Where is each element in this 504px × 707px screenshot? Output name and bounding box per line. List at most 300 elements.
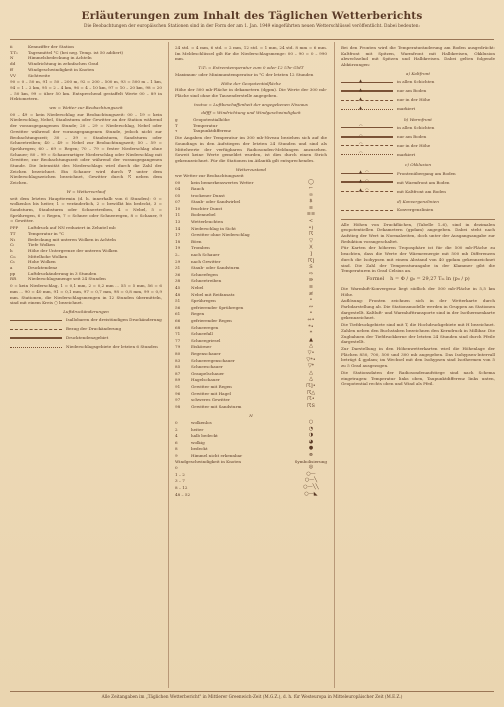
weather-text: bedeckt bbox=[191, 446, 208, 452]
weather-symbol-icon: )( bbox=[309, 244, 313, 251]
weather-symbol-icon: ⌐ bbox=[308, 185, 314, 192]
weather-row bbox=[175, 390, 327, 397]
weather-text: gefrierender Sprühregen bbox=[191, 304, 244, 310]
symbol-text: Kennziffer der Station bbox=[28, 44, 74, 49]
weather-text: Schneegriesel bbox=[191, 337, 221, 343]
weather-symbol-icon: ☈] bbox=[307, 257, 315, 264]
weather-code: 8 – 12 bbox=[175, 485, 188, 491]
front-text: nur in der Höhe bbox=[397, 142, 431, 148]
symbol-code: pp bbox=[10, 270, 16, 276]
upper-air-row bbox=[175, 128, 327, 134]
weather-text: Nebel mit Reifansatz bbox=[191, 291, 235, 297]
weather-code: 89 bbox=[175, 377, 181, 383]
weather-code: 18 bbox=[175, 238, 181, 244]
weather-symbol-icon: △ bbox=[309, 343, 313, 350]
front-text: mit Warmfront am Boden bbox=[397, 179, 450, 185]
weather-symbol-icon: ∾ bbox=[308, 303, 314, 310]
weather-text: Nebel bbox=[191, 285, 204, 290]
weather-code: 29 bbox=[175, 258, 181, 264]
weather-text: gefrierender Regen bbox=[191, 317, 232, 323]
weather-row bbox=[175, 370, 327, 377]
weather-symbol-icon: ○ bbox=[308, 418, 314, 425]
front-symbol-icon: ▲ bbox=[359, 104, 366, 110]
column-symbols bbox=[175, 44, 327, 498]
legend-line bbox=[10, 329, 62, 330]
weather-code: 6 bbox=[175, 439, 178, 445]
weather-code: 04 bbox=[175, 186, 181, 192]
weather-code: 05 bbox=[175, 192, 181, 198]
weather-symbol-icon: ○— bbox=[306, 470, 316, 477]
front-symbol-icon: ▲ bbox=[359, 95, 366, 101]
front-text: nur am Boden bbox=[397, 88, 427, 94]
legend-text: Isallobaren der dreistündigen Druckänderung bbox=[66, 317, 162, 323]
weather-symbol-icon: ⊗ bbox=[308, 451, 314, 458]
weather-code: 9 bbox=[175, 452, 178, 458]
front-text: in allen Schichten bbox=[397, 124, 435, 130]
weather-code: 68 bbox=[175, 324, 181, 330]
weather-code: 4 bbox=[175, 433, 178, 439]
weather-text: Hagelschauer bbox=[191, 377, 220, 383]
wind-group-heading: ddfff = Windrichtung und Windgeschwindigkeit bbox=[201, 110, 301, 116]
weather-symbol-icon: ◕ bbox=[308, 438, 314, 445]
weather-symbol-icon: ⇛ bbox=[308, 277, 314, 284]
front-text: markiert bbox=[397, 106, 416, 112]
weather-code: 07 bbox=[175, 199, 181, 205]
front-text: Frontenübergang am Boden bbox=[397, 170, 456, 176]
legend-text: Niederschlagsgebiete der letzten 6 Stunden bbox=[66, 344, 158, 350]
weather-symbol-icon: ⇨ bbox=[308, 270, 314, 277]
weather-row bbox=[175, 199, 327, 206]
weather-text: Gewitter mit Hagel bbox=[191, 390, 231, 396]
weather-code: 14 bbox=[175, 225, 181, 231]
weather-symbol-icon: ▽• bbox=[307, 349, 315, 356]
front-row bbox=[341, 123, 495, 132]
weather-symbol-icon: ▽* bbox=[307, 363, 315, 370]
weather-symbol-icon: ☈△ bbox=[306, 389, 316, 396]
weather-text: Regen bbox=[191, 311, 205, 317]
weather-symbol-icon: ◔ bbox=[308, 425, 314, 432]
front-symbol-icon: ▲ bbox=[359, 87, 366, 93]
upper-air-list bbox=[175, 117, 327, 134]
weather-symbol-icon: ≢ bbox=[308, 290, 314, 297]
legend-line bbox=[10, 320, 62, 321]
weather-text: Niederschlag in Sicht bbox=[191, 225, 236, 231]
wind-speed-heading: Windgeschwindigkeit in Knoten Symbolisierung bbox=[175, 459, 327, 465]
symbol-text: Taupunktdifferenz bbox=[193, 128, 231, 134]
front-line bbox=[341, 77, 393, 83]
cloud-cover-row bbox=[175, 433, 327, 440]
symbol-code: TT bbox=[10, 230, 16, 236]
pressure-legend-row bbox=[10, 334, 162, 343]
weather-row bbox=[175, 383, 327, 390]
cloud-cover-row bbox=[175, 453, 327, 460]
weather-row bbox=[175, 258, 327, 265]
weather-code: 31 bbox=[175, 265, 181, 271]
cloud-cover-row bbox=[175, 439, 327, 446]
weather-code: 13 bbox=[175, 219, 181, 225]
upper-maps-paragraph: Zur Darstellung in den Höhenwetterkarten wird die Höhenlage der Flächen 850, 700, 500 und 300 mb angegeben. Das Isohypsen-Intervall beträgt 4 gpdam; im Wechsel mit den Isohypsen sind Isothermen von 5 zu 5 Grad ausgezogen. bbox=[341, 345, 495, 369]
bottom-rule bbox=[10, 691, 494, 692]
weather-symbol-icon: • bbox=[309, 310, 313, 317]
cloud-cover-row bbox=[175, 420, 327, 427]
front-symbol-icon: ▲◠ bbox=[359, 186, 372, 192]
weather-symbol-icon: ☈]• bbox=[306, 382, 316, 389]
front-row bbox=[341, 187, 495, 196]
weather-row bbox=[175, 331, 327, 338]
formula: h = Φ / g₀ = 29,27 Tₘ ln (p₀ / p) bbox=[390, 276, 470, 283]
symbol-code: ff bbox=[10, 66, 13, 72]
front-row bbox=[341, 169, 495, 178]
W-heading: W = Wetterverlauf bbox=[66, 188, 106, 194]
front-row bbox=[341, 141, 495, 150]
front-symbol-icon: ▲ bbox=[359, 77, 366, 83]
weather-text: heiter bbox=[191, 426, 204, 432]
symbol-code: h bbox=[10, 247, 13, 253]
cloud-cover-row bbox=[175, 446, 327, 453]
convergence-heading: d) Konvergenzlinien bbox=[397, 198, 439, 204]
symbol-code: a bbox=[10, 265, 13, 271]
weather-text: Gewitter ohne Niederschlag bbox=[191, 232, 250, 238]
weather-code: 3 – 7 bbox=[175, 478, 185, 484]
pressure-legend bbox=[10, 316, 162, 352]
weather-symbol-icon: ∞ bbox=[308, 191, 314, 198]
weather-text: Himmel nicht erkennbar bbox=[191, 452, 243, 458]
column-divider-left bbox=[168, 42, 169, 688]
top-rule bbox=[10, 39, 494, 40]
symbol-text: Windrichtung in zehnfachen Grad bbox=[28, 61, 99, 67]
symbol-text: Temperatur bbox=[193, 122, 218, 128]
weather-code: 56 bbox=[175, 304, 181, 310]
weather-row bbox=[175, 285, 327, 292]
weather-code: 79 bbox=[175, 344, 181, 350]
front-row bbox=[341, 105, 495, 114]
front-row bbox=[341, 132, 495, 141]
weather-code: 98 bbox=[175, 403, 181, 409]
weather-symbol-icon: S bbox=[309, 264, 313, 271]
symbol-code: Nₕ bbox=[10, 236, 16, 242]
weather-code: 00 bbox=[175, 179, 181, 185]
weather-code: 36 bbox=[175, 271, 181, 277]
weather-text: Schneefegen bbox=[191, 271, 218, 277]
weather-code: 8 bbox=[175, 446, 178, 452]
weather-text: schweres Gewitter bbox=[191, 397, 230, 403]
weather-row bbox=[175, 278, 327, 285]
weather-symbol-icon: < bbox=[308, 218, 314, 225]
cloud-cover-table bbox=[175, 420, 327, 460]
symbol-text: Hohe Wolken bbox=[28, 259, 56, 265]
weather-symbol-table bbox=[175, 179, 327, 410]
weather-symbol-icon: ○—◣ bbox=[304, 490, 318, 497]
page-title: Erläuterungen zum Inhalt des Täglichen Wetterberichts bbox=[81, 10, 423, 22]
weather-text: feuchter Dunst bbox=[191, 205, 223, 211]
weather-symbol-icon: ▲ bbox=[309, 336, 313, 343]
weather-code: 0 bbox=[175, 465, 178, 471]
weather-row bbox=[175, 364, 327, 371]
symbol-list-2 bbox=[10, 225, 162, 282]
weather-code: 17 bbox=[175, 232, 181, 238]
weather-text: Rauch bbox=[191, 186, 205, 192]
symbol-row bbox=[10, 73, 162, 79]
front-line bbox=[341, 150, 393, 156]
symbol-code: Cₕ bbox=[10, 259, 15, 265]
weather-row bbox=[175, 324, 327, 331]
symbol-code: RR bbox=[10, 276, 17, 282]
weather-text: wolkenlos bbox=[191, 419, 212, 425]
weather-row bbox=[175, 245, 327, 252]
front-symbol-icon: ◠ bbox=[359, 123, 366, 129]
pressure-legend-row bbox=[10, 325, 162, 334]
symbol-text: Höhe der Untergrenze der unteren Wolken bbox=[28, 247, 118, 253]
symbol-text: Geopotentialhöhe bbox=[193, 117, 230, 123]
wind-speed-row bbox=[175, 465, 327, 472]
formula-label: Formel bbox=[366, 276, 385, 283]
symbol-text: Tagesmittel °C (bei neg. Temp. ist 50 addiert) bbox=[28, 49, 123, 55]
weather-row bbox=[175, 238, 327, 245]
symbol-text: Mittelhohe Wolken bbox=[28, 253, 68, 259]
weather-text: Regenschauer bbox=[191, 350, 221, 356]
symbol-list bbox=[10, 44, 162, 78]
weather-symbol-icon: *• bbox=[308, 323, 314, 330]
column-divider-right bbox=[334, 42, 335, 688]
cloud-cover-heading: N bbox=[249, 412, 253, 418]
convergence-row: Konvergenzlinien bbox=[341, 206, 495, 215]
weather-text: Gewitter mit Sandsturm bbox=[191, 403, 242, 409]
troposphere-paragraph: Für Karten der höheren Troposphäre ist für die 500 mb-Fläche zu beachten, dass die Werte der Wärmeenergie mit 500 mb Differenzen durch die Isohypsen mit einem Abstand von 40 gpdam gekennzeichnet sind. Die Zahl der Temperaturangabe in der Klammer gibt die Temperaturen in Grad Celsius an. bbox=[341, 245, 495, 274]
weather-symbol-icon: ∾• bbox=[307, 316, 315, 323]
weather-symbol-icon: ○—╲ bbox=[304, 477, 318, 484]
front-line bbox=[341, 178, 393, 184]
weather-row bbox=[175, 377, 327, 384]
formula-row bbox=[341, 275, 495, 285]
weather-symbol-icon: △̣ bbox=[309, 376, 313, 383]
symbol-code: N bbox=[10, 55, 14, 61]
front-line bbox=[341, 104, 393, 110]
weather-row bbox=[175, 179, 327, 186]
front-row bbox=[341, 78, 495, 87]
symbol-code: VV bbox=[10, 72, 16, 78]
symbol-code: T bbox=[175, 122, 178, 128]
weather-text: Schneetreiben bbox=[191, 278, 222, 284]
symbol-code: Cₗ bbox=[10, 242, 15, 248]
front-symbol-icon: ▲◠ bbox=[359, 178, 372, 184]
weather-text: Staub- oder Sandsturm bbox=[191, 265, 240, 271]
weather-text: Schneeregen bbox=[191, 324, 219, 330]
weather-text: Graupelschauer bbox=[191, 370, 225, 376]
upper-air-paragraph: Die Angaben der Temperatur im 300 mb-Niveau beziehen sich auf die Soundings in den Aufstiegen der letzten 24 Stunden und sind als Mittelwerte der verfügbaren Radiosonden-Meldungen anzusehen. Soweit keine Werte gemeldet wurden, ist dies durch einen Strich gekennzeichnet. Für die Stationen im Atlantik gilt entsprechendes. bbox=[175, 135, 327, 163]
weather-text: Staub- oder Sandwirbel bbox=[191, 199, 241, 205]
weather-row bbox=[175, 357, 327, 364]
front-row bbox=[341, 150, 495, 159]
page-subtitle: Die Beobachtungen der europäischen Stationen sind in der Form der am 1. Jan. 1949 eingeführten neuen Wetterschlüssel veröffentlicht. Dabei bedeuten: bbox=[84, 24, 420, 29]
section-rule bbox=[341, 219, 495, 220]
weather-code: 87 bbox=[175, 370, 181, 376]
weather-text: Schneeschauer bbox=[191, 364, 223, 370]
weather-code: 96 bbox=[175, 390, 181, 396]
weather-row bbox=[175, 403, 327, 410]
weather-text: Eiskörner bbox=[191, 344, 212, 350]
weather-code: 48 – 52 bbox=[175, 491, 191, 497]
weather-code: 85 bbox=[175, 364, 181, 370]
weather-text: Sprühregen bbox=[191, 298, 216, 304]
ww-paragraph: 00 – 49 = kein Niederschlag zur Beobachtungszeit: 00 – 19 = kein Niederschlag, Nebel, Staubsturm oder Gewitter an der Station während der vorausgegangenen Stunde; 20 – 29 = Niederschlag, Nebel oder Gewitter während der vorausgegangenen Stunde, jedoch nicht zur Beobachtungszeit; 30 – 39 = Staubsturm, Sandsturm oder Schneetreiben; 40 – 49 = Nebel zur Beobachtungszeit; 50 – 59 = Sprühregen; 60 – 69 = Regen; 70 – 79 = fester Niederschlag ohne Schauer; 80 – 99 = Schauerartiger Niederschlag oder Niederschlag mit Gewitter, zur Beobachtungszeit oder während der vorausgegangenen Stunde. Die Intensität des Niederschlags wird durch die Zahl der Zeichen bezeichnet. Ein Schauer wird durch ∇ unter dem Niederschlagszeichen bezeichnet, Gewitter durch ☈ neben dem Zeichen. bbox=[10, 111, 162, 186]
weather-symbol-icon: ☈S bbox=[307, 402, 315, 409]
symbol-code: dd bbox=[10, 61, 16, 67]
weather-symbol-icon: ◯ bbox=[308, 178, 314, 185]
front-text: in allen Schichten bbox=[397, 79, 435, 85]
weather-code: 2– bbox=[175, 252, 180, 258]
weather-code: 45 bbox=[175, 285, 181, 290]
column-fronts bbox=[341, 44, 495, 388]
legend-line bbox=[10, 337, 62, 339]
cloud-cover-row bbox=[175, 426, 327, 433]
weather-text: Tromben bbox=[191, 245, 210, 251]
resolution-paragraph: Auflösung: Fronten zeichnen sich in der Wetterkarte durch Farbdarstellung ab. Die Stationsmodelle werden in Gruppen an Stationen dargestellt. Kaltluft- und Warmlufttransporte sind in der Isothermenkarte gekennzeichnet. bbox=[341, 298, 495, 321]
legend-text: Bezug der Druckänderung bbox=[66, 326, 122, 332]
weather-symbol-icon: •) bbox=[308, 224, 314, 231]
weather-subheading: ww Wetter zur Beobachtungszeit bbox=[175, 173, 244, 179]
front-text: nur in der Höhe bbox=[397, 97, 431, 103]
symbol-text: Tiefe Wolken bbox=[28, 242, 55, 248]
front-row bbox=[341, 96, 495, 105]
weather-code: 71 bbox=[175, 331, 181, 337]
weather-code: 11 bbox=[175, 212, 181, 218]
heights-paragraph: Alle Höhen von Druckflächen, (Tabelle 1–6), sind in dezimalen geopotentiellen Dekametern (gpdam) angegeben. Dabei steht nach Aufstieg der Wert in Normalzeiten, doch unter der Ausgangsangabe zur Reduktion vorangeschaltet. bbox=[341, 221, 495, 244]
weather-row bbox=[175, 311, 327, 318]
visibility-paragraph: 90 = 0 – 50 m, 91 = 50 – 200 m, 92 = 200 – 500 m, 93 = 500 m – 1 km, 94 = 1 – 2 km, 95 = 2 – 4 km, 96 = 4 – 10 km, 97 = 10 – 20 km, 98 = 20 – 50 km, 99 = über 50 km. Entsprechend gestaffelt Werte 00 – 89 in Hektometern. bbox=[10, 79, 162, 102]
rr-paragraph: 0 = kein Niederschlag, 1 = 0,1 mm, 2 = 0,2 mm ... 55 = 5 mm, 56 = 6 mm ... 90 = 40 mm, 91 = 0,1 mm, 97 = 0,7 mm, 98 = 0,8 mm, 99 = 0,9 mm. Stationen, die Niederschlagsmengen in 12 Stunden übermitteln, sind mit einem Kreis ○ bezeichnet. bbox=[10, 283, 162, 306]
weather-code: 48 bbox=[175, 291, 181, 297]
front-heading: c) Okklusion bbox=[405, 162, 431, 168]
weather-code: 38 bbox=[175, 278, 181, 284]
column-station-code bbox=[10, 44, 162, 352]
symbol-text: Windgeschwindigkeit in Knoten bbox=[28, 66, 95, 72]
convergence-paragraph: Die Warmluft-Konvergenz liegt südlich der 500 mb-Fläche in 5,5 km Höhe. bbox=[341, 285, 495, 297]
weather-symbol-icon: ☈• bbox=[307, 396, 315, 403]
symbol-text: Niederschlagsmenge seit 24 Stunden bbox=[28, 276, 106, 282]
weather-code: 0 bbox=[175, 419, 178, 425]
weather-symbol-icon: ▽ bbox=[309, 237, 313, 244]
weather-code: 97 bbox=[175, 397, 181, 403]
pressure-systems-paragraph: Die Tiefdruckgebiete sind mit T, die Hochdruckgebiete mit H bezeichnet. Zahlen neben den Buchstaben bezeichnen den Kerndruck in Millibar. Die Zugbahnen der Tiefdruckkerne der letzten 24 Stunden sind durch Pfeile dargestellt. bbox=[341, 322, 495, 345]
front-heading: b) Warmfront bbox=[404, 116, 432, 122]
symbol-text: Himmelsbedeckung in Achteln bbox=[28, 55, 92, 61]
weather-code: 19 bbox=[175, 245, 181, 251]
geopotential-text: Höhe der 500 mb-Fläche in dekametern (dgpm). Die Werte der 300 mb-Fläche sind ohne die Tausenderstelle angegeben. bbox=[175, 87, 327, 98]
extreme-temp-text: Maximum- oder Minimumtemperatur in °C der letzten 12 Stunden bbox=[175, 71, 314, 77]
weather-symbol-icon: $ bbox=[309, 198, 313, 205]
front-symbol-icon: ◠ bbox=[359, 132, 366, 138]
symbol-code: Cₘ bbox=[10, 253, 16, 259]
weather-text: nach Gewitter bbox=[191, 258, 221, 264]
front-symbol-icon: ◠ bbox=[359, 150, 366, 156]
symbol-text: Sichtweite bbox=[28, 72, 50, 78]
front-row bbox=[341, 178, 495, 187]
footer-note: Alle Zeitangaben im „Täglichen Wetterbericht" in Mittlerer Greenwich-Zeit (M.G.Z.), d. h. für Westeuropa in Mitteleuropäischer Zeit (M.E.Z.) bbox=[101, 694, 403, 699]
weather-symbol-icon: ] bbox=[310, 251, 312, 258]
weather-text: Schneeregenschauer bbox=[191, 357, 235, 363]
geopotential-heading: Höhe der Geopotentialfläche bbox=[221, 80, 281, 86]
front-row bbox=[341, 87, 495, 96]
front-line bbox=[341, 132, 393, 138]
symbol-code: PPP bbox=[10, 225, 19, 231]
symbol-code: T.Tₓ bbox=[10, 49, 18, 55]
weather-row bbox=[175, 252, 327, 259]
weather-row bbox=[175, 225, 327, 232]
front-legend bbox=[341, 71, 495, 196]
symbol-code: g bbox=[175, 117, 178, 123]
weather-symbol-icon: * bbox=[309, 330, 313, 337]
weather-code: 77 bbox=[175, 337, 181, 343]
wind-speed-table bbox=[175, 465, 327, 498]
weather-row bbox=[175, 271, 327, 278]
weather-heading: Wetterzustand bbox=[235, 166, 267, 172]
weather-symbol-icon: ≡ bbox=[308, 204, 314, 211]
symbol-text: Bedeckung mit unteren Wolken in Achteln bbox=[28, 236, 116, 242]
weather-text: Schneefall bbox=[191, 331, 213, 337]
front-line bbox=[341, 123, 393, 129]
radiosonde-paragraph: Die Stationsdaten der Radiosondenaufstiege sind nach Schema eingetragen: Temperatur links oben, Taupunktdifferenz links unten, Geopotential rechts oben und Wind als Pfeil. bbox=[341, 369, 495, 387]
weather-symbol-icon: △ bbox=[309, 369, 313, 376]
weather-text: kein bemerkenswertes Wetter bbox=[191, 179, 254, 185]
weather-row bbox=[175, 304, 327, 311]
weather-text: wolkig bbox=[191, 439, 205, 445]
legend-line bbox=[10, 347, 62, 348]
weather-symbol-icon: ≡ bbox=[308, 284, 314, 290]
weather-row bbox=[175, 344, 327, 351]
weather-symbol-icon: ◑ bbox=[308, 432, 314, 439]
weather-row bbox=[175, 318, 327, 325]
weather-symbol-icon: ≡≡ bbox=[306, 211, 316, 218]
weather-row bbox=[175, 219, 327, 226]
wind-speed-row bbox=[175, 491, 327, 498]
pressure-legend-row bbox=[10, 316, 162, 325]
weather-text: trockener Dunst bbox=[191, 192, 225, 198]
weather-code: 10 bbox=[175, 205, 181, 211]
front-line bbox=[341, 95, 393, 101]
air-quality-heading: t₅₀₀t₅₀₀ = Luftbeschaffenheit der angegebenen Niveaus bbox=[194, 101, 308, 107]
weather-symbol-icon: ○—╲╲ bbox=[303, 484, 319, 491]
symbol-text: Drucktendenz bbox=[28, 265, 58, 271]
symbol-text: Luftdruck auf NN reduziert in Zehntel mb bbox=[28, 225, 116, 231]
front-symbol-icon: ▲◠ bbox=[359, 168, 372, 174]
pressure-heading: Luftdruckänderungen bbox=[63, 308, 109, 314]
weather-code: 2 bbox=[175, 426, 178, 432]
front-line bbox=[341, 168, 393, 174]
weather-text: nach Schauer bbox=[191, 252, 220, 258]
weather-symbol-icon: ▽*• bbox=[306, 356, 316, 363]
front-text: nur am Boden bbox=[397, 133, 427, 139]
weather-text: Böen bbox=[191, 238, 202, 244]
weather-row bbox=[175, 298, 327, 305]
weather-code: 66 bbox=[175, 317, 181, 323]
weather-row bbox=[175, 265, 327, 272]
symbol-text: Luftdruckänderung in 3 Stunden bbox=[28, 270, 97, 276]
weather-symbol-icon: ☈ bbox=[308, 231, 314, 238]
fronts-intro: Bei den Fronten wird die Temperaturänderung am Boden ausgedrückt: Kaltfront mit Spitzen, Warmfront mit Halbkreisen, Okklusion abwechselnd mit Spitzen und Halbkreisen. Dabei gelten folgende Abkürzungen: bbox=[341, 45, 495, 68]
front-text: mit Kaltfront am Boden bbox=[397, 188, 446, 194]
weather-code: 61 bbox=[175, 311, 181, 317]
weather-row bbox=[175, 205, 327, 212]
weather-code: 91 bbox=[175, 383, 181, 389]
weather-text: Gewitter mit Regen bbox=[191, 383, 232, 389]
front-heading: a) Kaltfront bbox=[405, 70, 430, 76]
weather-text: Wetterleuchten bbox=[191, 219, 223, 225]
weather-row bbox=[175, 186, 327, 193]
weather-code: 83 bbox=[175, 357, 181, 363]
extreme-temp-heading: TₓTₓ = Extremtemperatur zum 0 oder 12 Uhr GMT bbox=[198, 65, 304, 71]
pressure-legend-row bbox=[10, 343, 162, 352]
weather-row bbox=[175, 212, 327, 219]
